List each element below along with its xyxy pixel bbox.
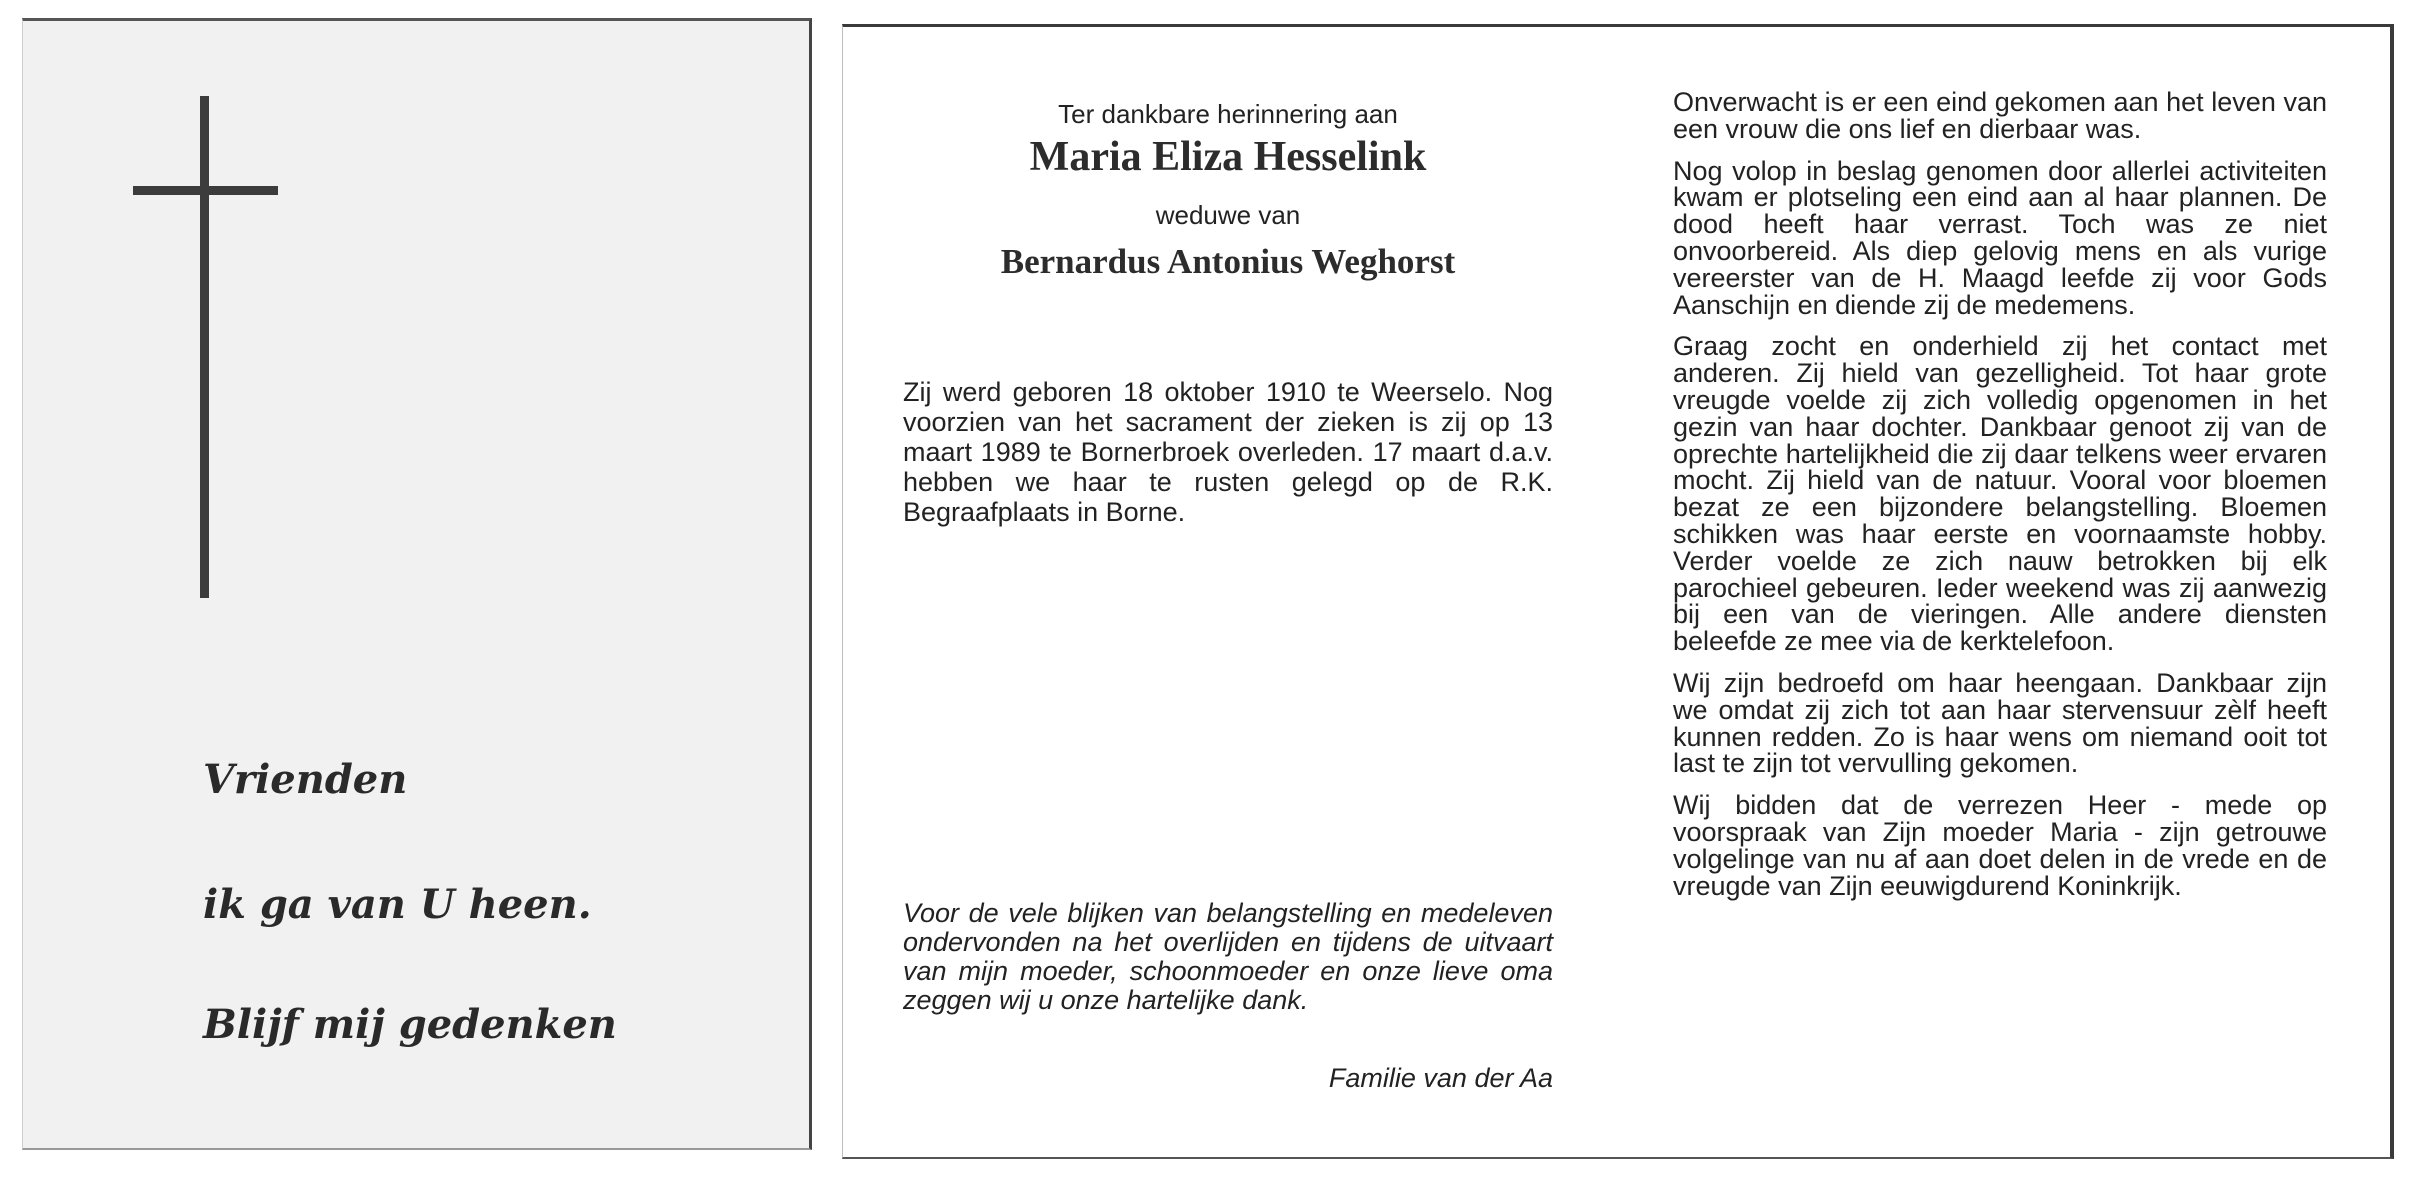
widow-of-label: weduwe van xyxy=(1155,200,1301,230)
paragraph: Nog volop in beslag genomen door allerlei activiteiten kwam er plotseling een eind aan al haar plannen. De dood heeft haar verrast. Toch was ze niet onvoorbereid. Als diep gelovig mens en als vurige vereerster van de H. Maagd leefde zij voor Gods Aanschijn en diende zij de medemens. xyxy=(1673,155,2327,320)
verse-line-1: Vrienden xyxy=(203,756,408,803)
thanks-text: Voor de vele blijken van belangstelling en medeleven ondervonden na het overlijden en tijdens de uitvaart van mijn moeder, schoonmoeder en onze lieve oma zeggen wij u onze hartelijke dank. xyxy=(903,898,1553,1015)
paragraph: Graag zocht en onderhield zij het contact met anderen. Zij hield van gezelligheid. Tot haar grote vreugde voelde zij zich volledig opgenomen in het gezin van haar dochter. Dankbaar genoot zij van de oprechte hartelijkheid die zij daar telkens weer ervaren mocht. Zij hield van de natuur. Vooral voor bloemen bezat ze een bijzondere belangstelling. Bloemen schikken was haar eerste en voornaamste hobby. Verder voelde ze zich nauw betrokken bij elk parochieel gebeuren. Ieder weekend was zij aanwezig bij een van de vieringen. Alle andere diensten beleefde ze mee via de kerktelefoon. xyxy=(1673,331,2327,657)
left-column xyxy=(903,27,1553,1157)
cross-icon-crossbar xyxy=(133,186,278,195)
memorial-card-cover xyxy=(22,18,812,1150)
deceased-name: Maria Eliza Hesselink xyxy=(1029,134,1427,180)
verse-line-2: ik ga van U heen. xyxy=(203,881,592,928)
family-signature: Familie van der Aa xyxy=(1328,1063,1553,1093)
paragraph: Wij zijn bedroefd om haar heengaan. Dankbaar zijn we omdat zij zich tot aan haar stervensuur zèlf heeft kunnen redden. Zo is haar wens om niemand ooit tot last te zijn tot vervulling gekomen. xyxy=(1673,667,2327,779)
paragraph: Onverwacht is er een eind gekomen aan het leven van een vrouw die ons lief en dierbaar was. xyxy=(1673,87,2327,144)
verse-line-3: Blijf mij gedenken xyxy=(203,1001,617,1048)
biography-text: Zij werd geboren 18 oktober 1910 te Weerselo. Nog voorzien van het sacrament der zieken is zij op 13 maart 1989 te Bornerbroek overleden. 17 maart d.a.v. hebben we haar te rusten gelegd op de R.K. Begraafplaats in Borne. xyxy=(903,377,1553,527)
cross-icon xyxy=(200,96,209,598)
paragraph: Wij bidden dat de verrezen Heer - mede op voorspraak van Zijn moeder Maria - zijn getrouwe volgelinge van nu af aan doet delen in de vrede en de vreugde van Zijn eeuwigdurend Koninkrijk. xyxy=(1673,790,2327,901)
memorial-card-inside xyxy=(842,24,2394,1159)
right-column xyxy=(1673,89,2327,914)
intro-heading: Ter dankbare herinnering aan xyxy=(1058,99,1398,129)
spouse-name: Bernardus Antonius Weghorst xyxy=(1000,242,1456,281)
